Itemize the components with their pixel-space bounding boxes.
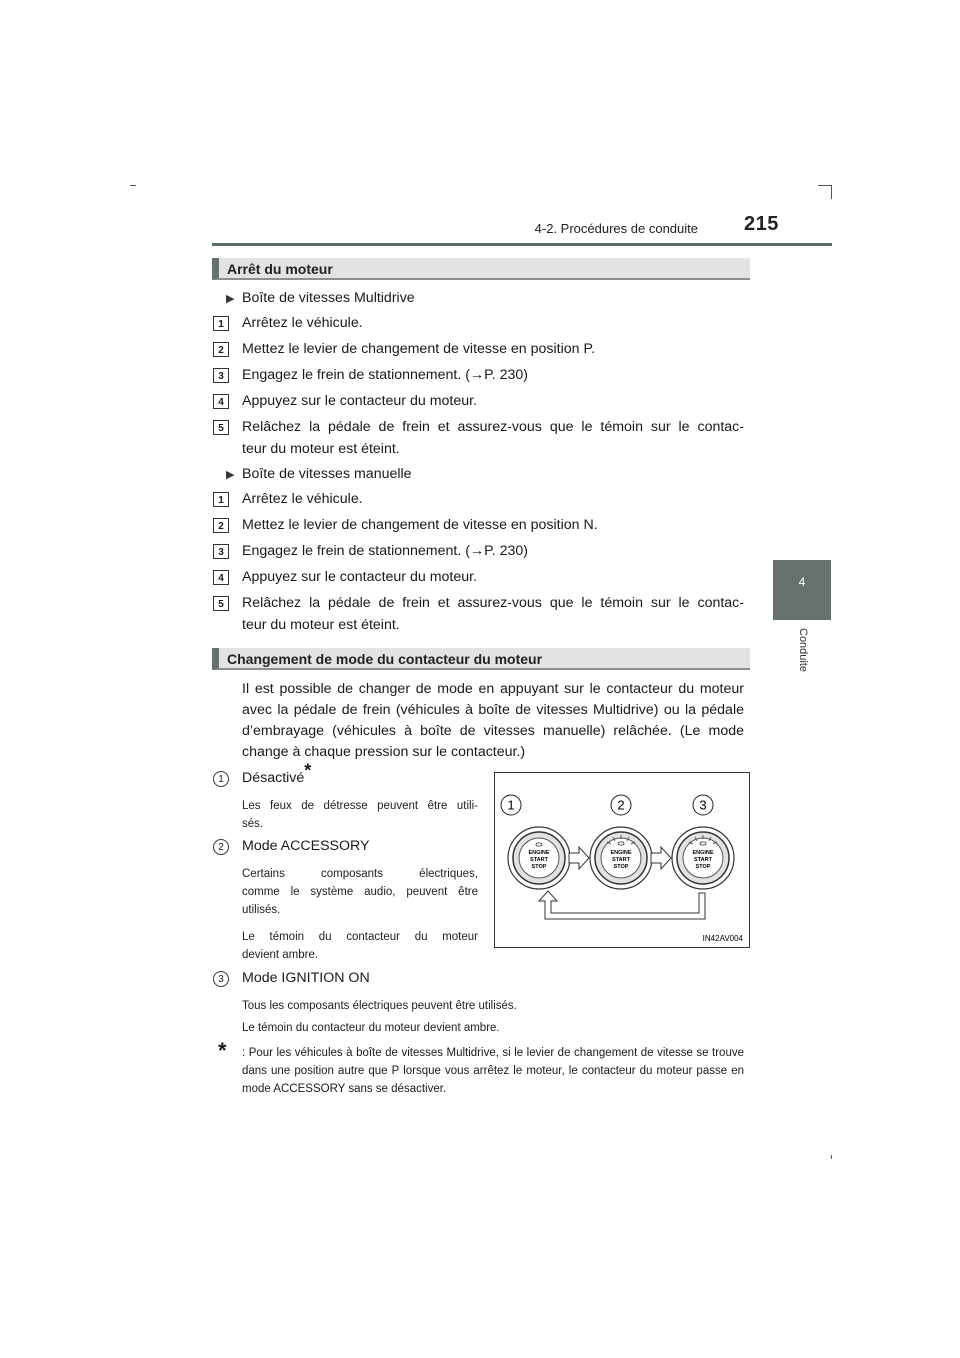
engine-button-ignition-on-icon [672,827,734,889]
section-title: Arrêt du moteur [227,261,333,277]
figure-label-1 [501,795,521,815]
mode-number-circle: 2 [213,839,229,855]
step-text: Arrêtez le véhicule. [242,491,363,507]
step-text: Mettez le levier de changement de vitesse en position P. [242,341,596,357]
svg-text:START: START [612,857,630,863]
mode-desc: comme le système audio, peuvent être [242,886,478,898]
engine-switch-mode-figure [494,772,750,948]
mode-desc: Le témoin du contacteur du moteur devient ambre. [242,1022,500,1034]
mode-title: Mode IGNITION ON [242,970,370,986]
figure-label-3 [693,795,713,815]
crop-mark [130,185,136,186]
step-number: 5 [213,420,229,435]
svg-text:STOP: STOP [613,864,629,870]
mode-desc: utilisés. [242,904,281,916]
engine-button-accessory-icon [590,827,652,889]
svg-text:ENGINE: ENGINE [610,850,632,856]
step-number: 2 [213,342,229,357]
section-heading-engine-stop [212,258,750,280]
chapter-tab [773,560,831,620]
step-number: 1 [213,492,229,507]
crop-mark [831,1155,832,1159]
crop-mark [831,185,832,199]
mode-title-text: Désactivé [242,770,305,786]
step-number: 2 [213,518,229,533]
mode-desc: Certains composants électriques, [242,868,478,880]
triangle-bullet-icon: ▶ [226,469,235,481]
step-text: Engagez le frein de stationnement. (→P. 230) [242,543,529,559]
step-text: Engagez le frein de stationnement. (→P. 230) [242,367,529,383]
header-rule [212,243,832,246]
header-section-title: 4-2. Procédures de conduite [534,221,698,236]
step-text: Appuyez sur le contacteur du moteur. [242,569,478,585]
triangle-bullet-icon: ▶ [226,293,235,305]
footnote-star: * [218,1038,227,1063]
mode-desc: sés. [242,818,264,830]
svg-text:2: 2 [617,797,625,813]
mode-title [242,760,312,786]
step-text: Arrêtez le véhicule. [242,315,363,331]
step-text: Appuyez sur le contacteur du moteur. [242,393,478,409]
step-number: 4 [213,394,229,409]
mode-number-circle: 1 [213,771,229,787]
mode-title: Mode ACCESSORY [242,838,370,854]
svg-text:3: 3 [699,797,707,813]
svg-text:1: 1 [507,797,515,813]
step-number: 3 [213,544,229,559]
mode-desc: Tous les composants électriques peuvent être utilisés. [242,1000,517,1012]
step-text: Relâchez la pédale de frein et assurez-vous que le témoin sur le contac- [242,595,744,611]
mode-desc: Le témoin du contacteur du moteur [242,931,478,943]
group-heading: Boîte de vitesses Multidrive [242,290,415,306]
section-title: Changement de mode du contacteur du moteur [227,651,543,667]
svg-text:ENGINE: ENGINE [692,850,714,856]
figure-code: IN42AV004 [702,934,743,943]
chapter-number: 4 [798,575,806,589]
mode-desc: devient ambre. [242,949,319,961]
mode-number-circle: 3 [213,971,229,987]
mode-desc: Les feux de détresse peuvent être utili- [242,800,478,812]
engine-button-off-icon [508,827,570,889]
page-number: 215 [744,213,779,235]
step-number: 1 [213,316,229,331]
chapter-label: Conduite [797,628,809,673]
step-text: Relâchez la pédale de frein et assurez-vous que le témoin sur le contac- [242,419,744,435]
svg-text:ENGINE: ENGINE [528,850,550,856]
svg-text:STOP: STOP [695,864,711,870]
arrow-right-icon [651,847,671,869]
group-heading: Boîte de vitesses manuelle [242,466,412,482]
section-heading-mode-change [212,648,750,670]
figure-label-2 [611,795,631,815]
step-text-continued: teur du moteur est éteint. [242,441,400,457]
svg-text:STOP: STOP [531,864,547,870]
arrow-right-icon [569,847,589,869]
intro-paragraph: Il est possible de changer de mode en appuyant sur le contacteur du moteur avec la pédale de frein (véhicules à boîte de vitesses Multidrive) ou la pédale d’embrayage (véhicules à boîte de vitesses manuelle) relâchée. (Le mode change à chaque pression sur le contacteur.) [242,681,744,760]
footnote-star: * [304,760,312,781]
svg-text:START: START [694,857,712,863]
step-number: 5 [213,596,229,611]
footnote-text: : Pour les véhicules à boîte de vitesses Multidrive, si le levier de changement de vitesse se trouve dans une position autre que P lorsque vous arrêtez le moteur, le contacteur du moteur passe en mode ACCESSORY sans se désactiver. [242,1047,744,1095]
step-number: 3 [213,368,229,383]
step-text: Mettez le levier de changement de vitesse en position N. [242,517,598,533]
engine-switch-illustration [495,773,749,947]
svg-text:START: START [530,857,548,863]
step-number: 4 [213,570,229,585]
crop-mark [818,185,832,186]
step-text-continued: teur du moteur est éteint. [242,617,400,633]
return-arrow-icon [539,891,705,919]
